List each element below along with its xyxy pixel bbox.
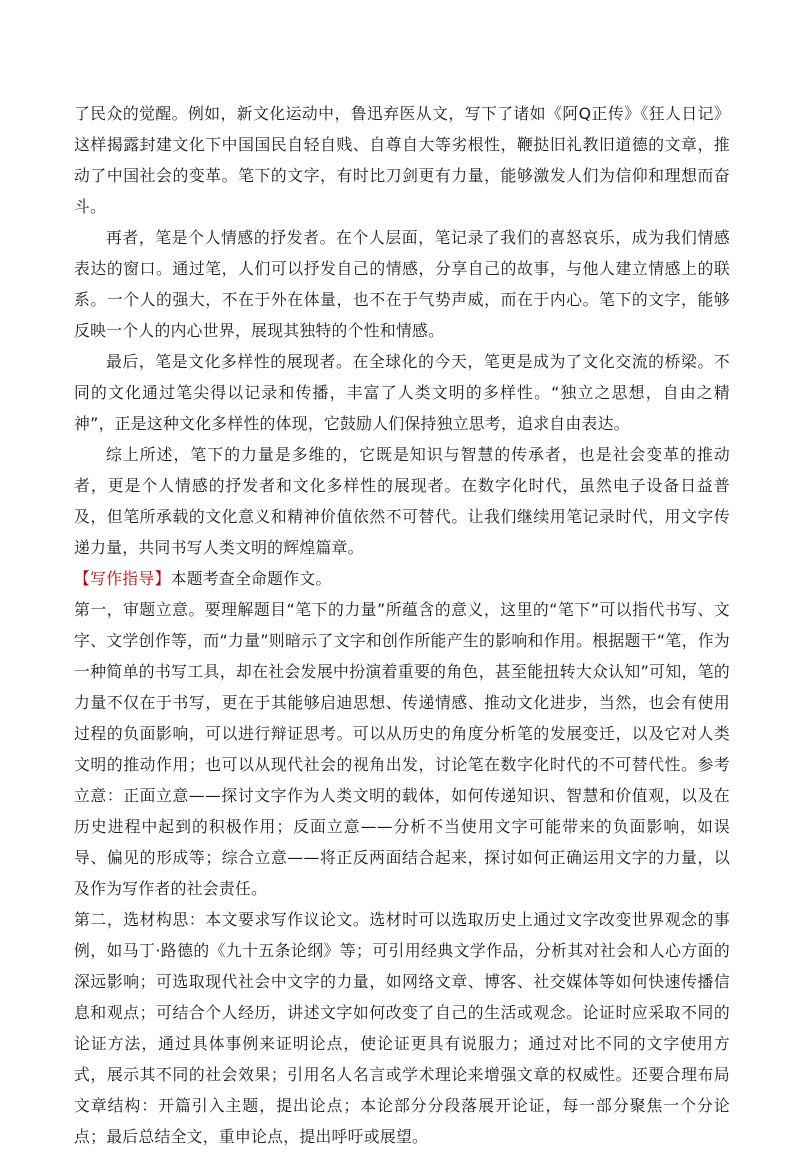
guide-paragraph-topic: 第一，审题立意。要理解题目“笔下的力量”所蕴含的意义，这里的“笔下”可以指代书写、文字、文学创作等，而“力量”则暗示了文字和创作所能产生的影响和作用。根据题干“笔，作为一种简单的书写工具，却在社会发展中扮演着重要的角色，甚至能扭转大众认知”可知，笔的力量不仅在于书写，更在于其能够启迪思想、传递情感、推动文化进步，当然，也会有使用过程的负面影响，可以进行辩证思考。可以从历史的角度分析笔的发展变迁，以及它对人类文明的推动作用；也可以从现代社会的视角出发，讨论笔在数字化时代的不可替代性。参考立意：正面立意——探讨文字作为人类文明的载体，如何传递知识、智慧和价值观，以及在历史进程中起到的积极作用；反面立意——分析不当使用文字可能带来的负面影响，如误导、偏见的形成等；综合立意——将正反两面结合起来，探讨如何正确运用文字的力量，以及作为写作者的社会责任。 bbox=[74, 600, 730, 898]
writing-guide-heading bbox=[74, 563, 730, 594]
essay-paragraph-1: 了民众的觉醒。例如，新文化运动中，鲁迅弃医从文，写下了诸如《阿Q正传》《狂人日记》这样揭露封建文化下中国国民自轻自贱、自尊自大等劣根性，鞭挞旧礼教旧道德的文章，推动了中国社会的变革。笔下的文字，有时比刀剑更有力量，能够激发人们为信仰和理想而奋斗。 bbox=[74, 104, 730, 216]
writing-guide-intro: 本题考查全命题作文。 bbox=[170, 569, 332, 588]
writing-guide-tag: 【写作指导】 bbox=[74, 569, 171, 588]
essay-paragraph-4: 综上所述，笔下的力量是多维的，它既是知识与智慧的传承者，也是社会变革的推动者，更是个人情感的抒发者和文化多样性的展现者。在数字化时代，虽然电子设备日益普及，但笔所承载的文化意义和精神价值依然不可替代。让我们继续用笔记录时代，用文字传递力量，共同书写人类文明的辉煌篇章。 bbox=[74, 445, 730, 557]
guide-paragraph-material: 第二，选材构思：本文要求写作议论文。选材时可以选取历史上通过文字改变世界观念的事例，如马丁·路德的《九十五条论纲》等；可引用经典文学作品，分析其对社会和人心方面的深远影响；可选取现代社会中文字的力量，如网络文章、博客、社交媒体等如何快速传播信息和观点；可结合个人经历，讲述文字如何改变了自己的生活或观念。论证时应采取不同的论证方法，通过具体事例来证明论点，使论证更具有说服力；通过对比不同的文字使用方式，展示其不同的社会效果；引用名人名言或学术理论来增强文章的权威性。还要合理布局文章结构：开篇引入主题，提出论点；本论部分分段落展开论证，每一部分聚焦一个分论点；最后总结全文，重申论点，提出呼吁或展望。 bbox=[74, 910, 730, 1146]
essay-paragraph-3: 最后，笔是文化多样性的展现者。在全球化的今天，笔更是成为了文化交流的桥梁。不同的文化通过笔尖得以记录和传播，丰富了人类文明的多样性。“独立之思想，自由之精神”，正是这种文化多样性的体现，它鼓励人们保持独立思考，追求自由表达。 bbox=[74, 352, 730, 433]
document-body bbox=[74, 98, 730, 1152]
essay-paragraph-2: 再者，笔是个人情感的抒发者。在个人层面，笔记录了我们的喜怒哀乐，成为我们情感表达的窗口。通过笔，人们可以抒发自己的情感，分享自己的故事，与他人建立情感上的联系。一个人的强大，不在于外在体量，也不在于气势声威，而在于内心。笔下的文字，能够反映一个人的内心世界，展现其独特的个性和情感。 bbox=[74, 228, 730, 340]
